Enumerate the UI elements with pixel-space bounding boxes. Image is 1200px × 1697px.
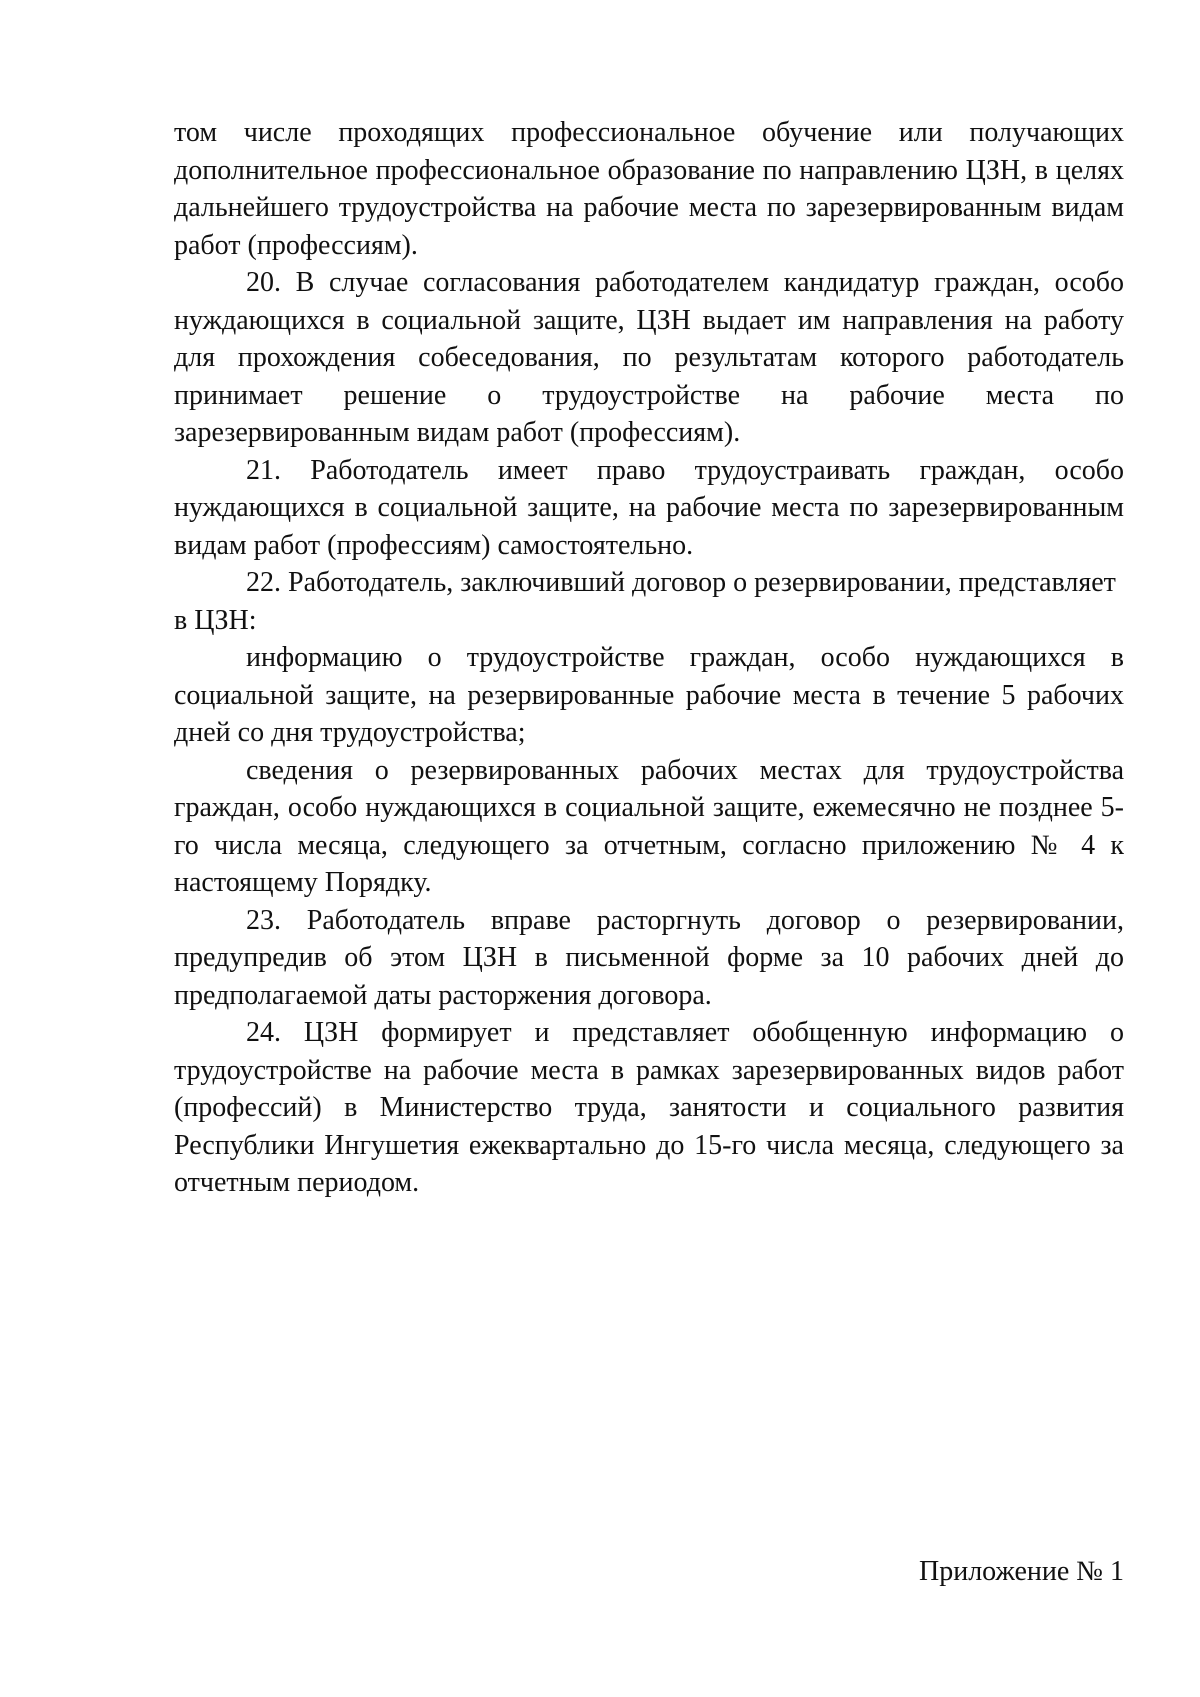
document-body: [174, 114, 1124, 1202]
paragraph-item-22-info: информацию о трудоустройстве граждан, особо нуждающихся в социальной защите, на резервированные рабочие места в течение 5 рабочих дней со дня трудоустройства;: [174, 642, 1124, 748]
paragraph-item-24: 24. ЦЗН формирует и представляет обобщенную информацию о трудоустройстве на рабочие места в рамках зарезервированных видов работ (профессий) в Министерство труда, занятости и социального развития Республики Ингушетия ежеквартально до 15-го числа месяца, следующего за отчетным периодом.: [174, 1017, 1124, 1198]
paragraph-item-22: 22. Работодатель, заключивший договор о резервировании, представляет: [246, 567, 1116, 598]
appendix-label: Приложение № 1: [919, 1556, 1124, 1587]
paragraph-item-21: 21. Работодатель имеет право трудоустраивать граждан, особо нуждающихся в социальной защите, на рабочие места по зарезервированным видам работ (профессиям) самостоятельно.: [174, 454, 1124, 561]
paragraph-item-23: 23. Работодатель вправе расторгнуть договор о резервировании, предупредив об этом ЦЗН в письменной форме за 10 рабочих дней до предполагаемой даты расторжения договора.: [174, 904, 1124, 1011]
paragraph-item-22-reports: сведения о резервированных рабочих местах для трудоустройства граждан, особо нуждающихся в социальной защите, ежемесячно не позднее 5-го числа месяца, следующего за отчетным, согласно приложению № 4 к настоящему Порядку.: [174, 754, 1124, 898]
paragraph-item-22-continuation: в ЦЗН:: [174, 604, 257, 636]
paragraph-item-20: 20. В случае согласования работодателем кандидатур граждан, особо нуждающихся в социальной защите, ЦЗН выдает им направления на работу для прохождения собеседования, по результатам которого работодатель принимает решение о трудоустройстве на рабочие места по зарезервированным видам работ (профессиям).: [174, 267, 1124, 448]
paragraph-continuation: том числе проходящих профессиональное обучение или получающих дополнительное профессиональное образование по направлению ЦЗН, в целях дальнейшего трудоустройства на рабочие места по зарезервированным видам работ (профессиям).: [174, 117, 1124, 261]
